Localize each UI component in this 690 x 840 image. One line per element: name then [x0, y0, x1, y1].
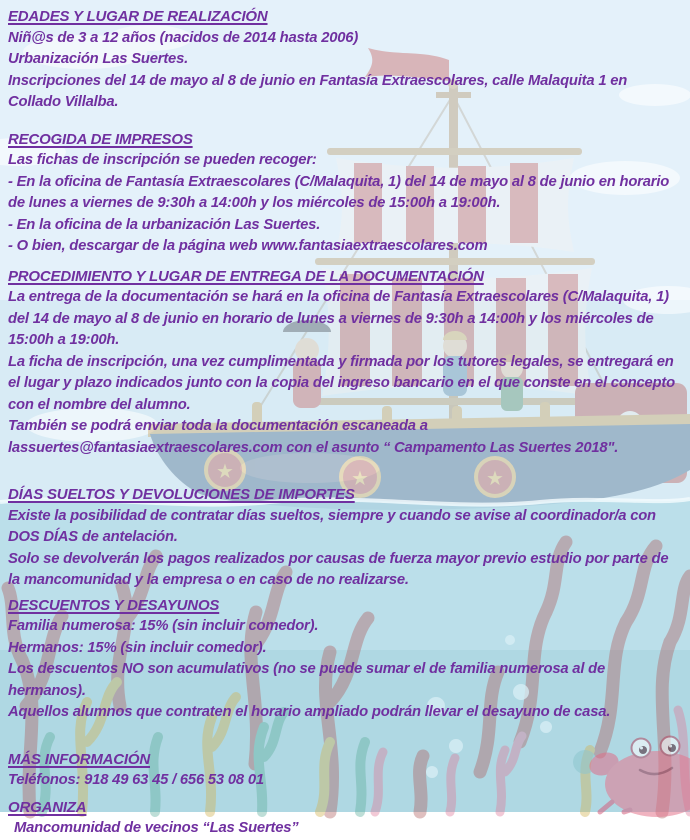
paragraph: - En la oficina de la urbanización Las Suertes.	[8, 216, 321, 233]
section-heading: RECOGIDA DE IMPRESOS	[8, 130, 193, 148]
section-heading: PROCEDIMIENTO Y LUGAR DE ENTREGA DE LA DOCUMENTACIÓN	[8, 267, 484, 285]
svg-text:★: ★	[216, 461, 234, 483]
section-dias-sueltos	[8, 484, 682, 592]
paragraph: La entrega de la documentación se hará en la oficina de Fantasía Extraescolares (C/Malaquita, 1) del 14 de mayo al 8 de junio en horario de lunes a viernes de 9:30h a 14:00h y los miércoles de 15:00h a 19:00h.	[8, 289, 669, 348]
paragraph: - O bien, descargar de la página web www.fantasiaextraescolares.com	[8, 238, 488, 254]
paragraph: Aquellos alumnos que contraten el horario ampliado podrán llevar el desayuno de casa.	[8, 704, 611, 720]
paragraph: Solo se devolverán los pagos realizados por causas de fuerza mayor previo estudio por parte de la mancomunidad y la empresa o en caso de no realizarse.	[8, 550, 669, 588]
section-heading: ORGANIZA	[8, 798, 87, 816]
section-edades	[8, 6, 682, 114]
section-organiza	[8, 797, 682, 840]
paragraph: También se podrá enviar toda la documentación escaneada a lassuertes@fantasiaextraescolares.com con el asunto “ Campamento Las Suertes 2018".	[8, 418, 619, 456]
paragraph: Teléfonos: 918 49 63 45 / 656 53 08 01	[8, 772, 264, 788]
paragraph: Niñ@s de 3 a 12 años (nacidos de 2014 hasta 2006)	[8, 29, 359, 46]
paragraph: La ficha de inscripción, una vez cumplimentada y firmada por los tutores legales, se entregará en el lugar y plazo indicados junto con la copia del ingreso bancario en el que conste en el concepto con el nombre del alumno.	[8, 353, 675, 413]
section-heading: DÍAS SUELTOS Y DEVOLUCIONES DE IMPORTES	[8, 486, 355, 503]
section-heading: MÁS INFORMACIÓN	[8, 750, 150, 768]
paragraph: Mancomunidad de vecinos “Las Suertes”	[14, 820, 299, 836]
section-descuentos	[8, 595, 682, 724]
paragraph: Los descuentos NO son acumulativos (no se puede sumar el de familia numerosa al de hermanos).	[8, 661, 606, 699]
section-heading: DESCUENTOS Y DESAYUNOS	[8, 596, 220, 614]
section-mas-informacion	[8, 749, 682, 792]
paragraph: Urbanización Las Suertes.	[8, 51, 189, 67]
svg-text:★: ★	[486, 468, 504, 490]
paragraph: Familia numerosa: 15% (sin incluir comedor).	[8, 618, 319, 634]
paragraph: Existe la posibilidad de contratar días sueltos, siempre y cuando se avise al coordinador/a con DOS DÍAS de antelación.	[8, 507, 656, 545]
paragraph: Inscripciones del 14 de mayo al 8 de junio en Fantasía Extraescolares, calle Malaquita 1 en Collado Villalba.	[8, 72, 628, 110]
paragraph: Hermanos: 15% (sin incluir comedor).	[8, 639, 267, 656]
section-heading: EDADES Y LUGAR DE REALIZACIÓN	[8, 8, 268, 25]
svg-text:★: ★	[351, 468, 369, 490]
paragraph: Las fichas de inscripción se pueden recoger:	[8, 152, 317, 168]
section-procedimiento	[8, 266, 682, 460]
section-recogida	[8, 129, 682, 258]
paragraph: - En la oficina de Fantasía Extraescolares (C/Malaquita, 1) del 14 de mayo al 8 de junio en horario de lunes a viernes de 9:30h a 14:00h y los miércoles de 15:00h a 19:00h.	[8, 173, 670, 211]
